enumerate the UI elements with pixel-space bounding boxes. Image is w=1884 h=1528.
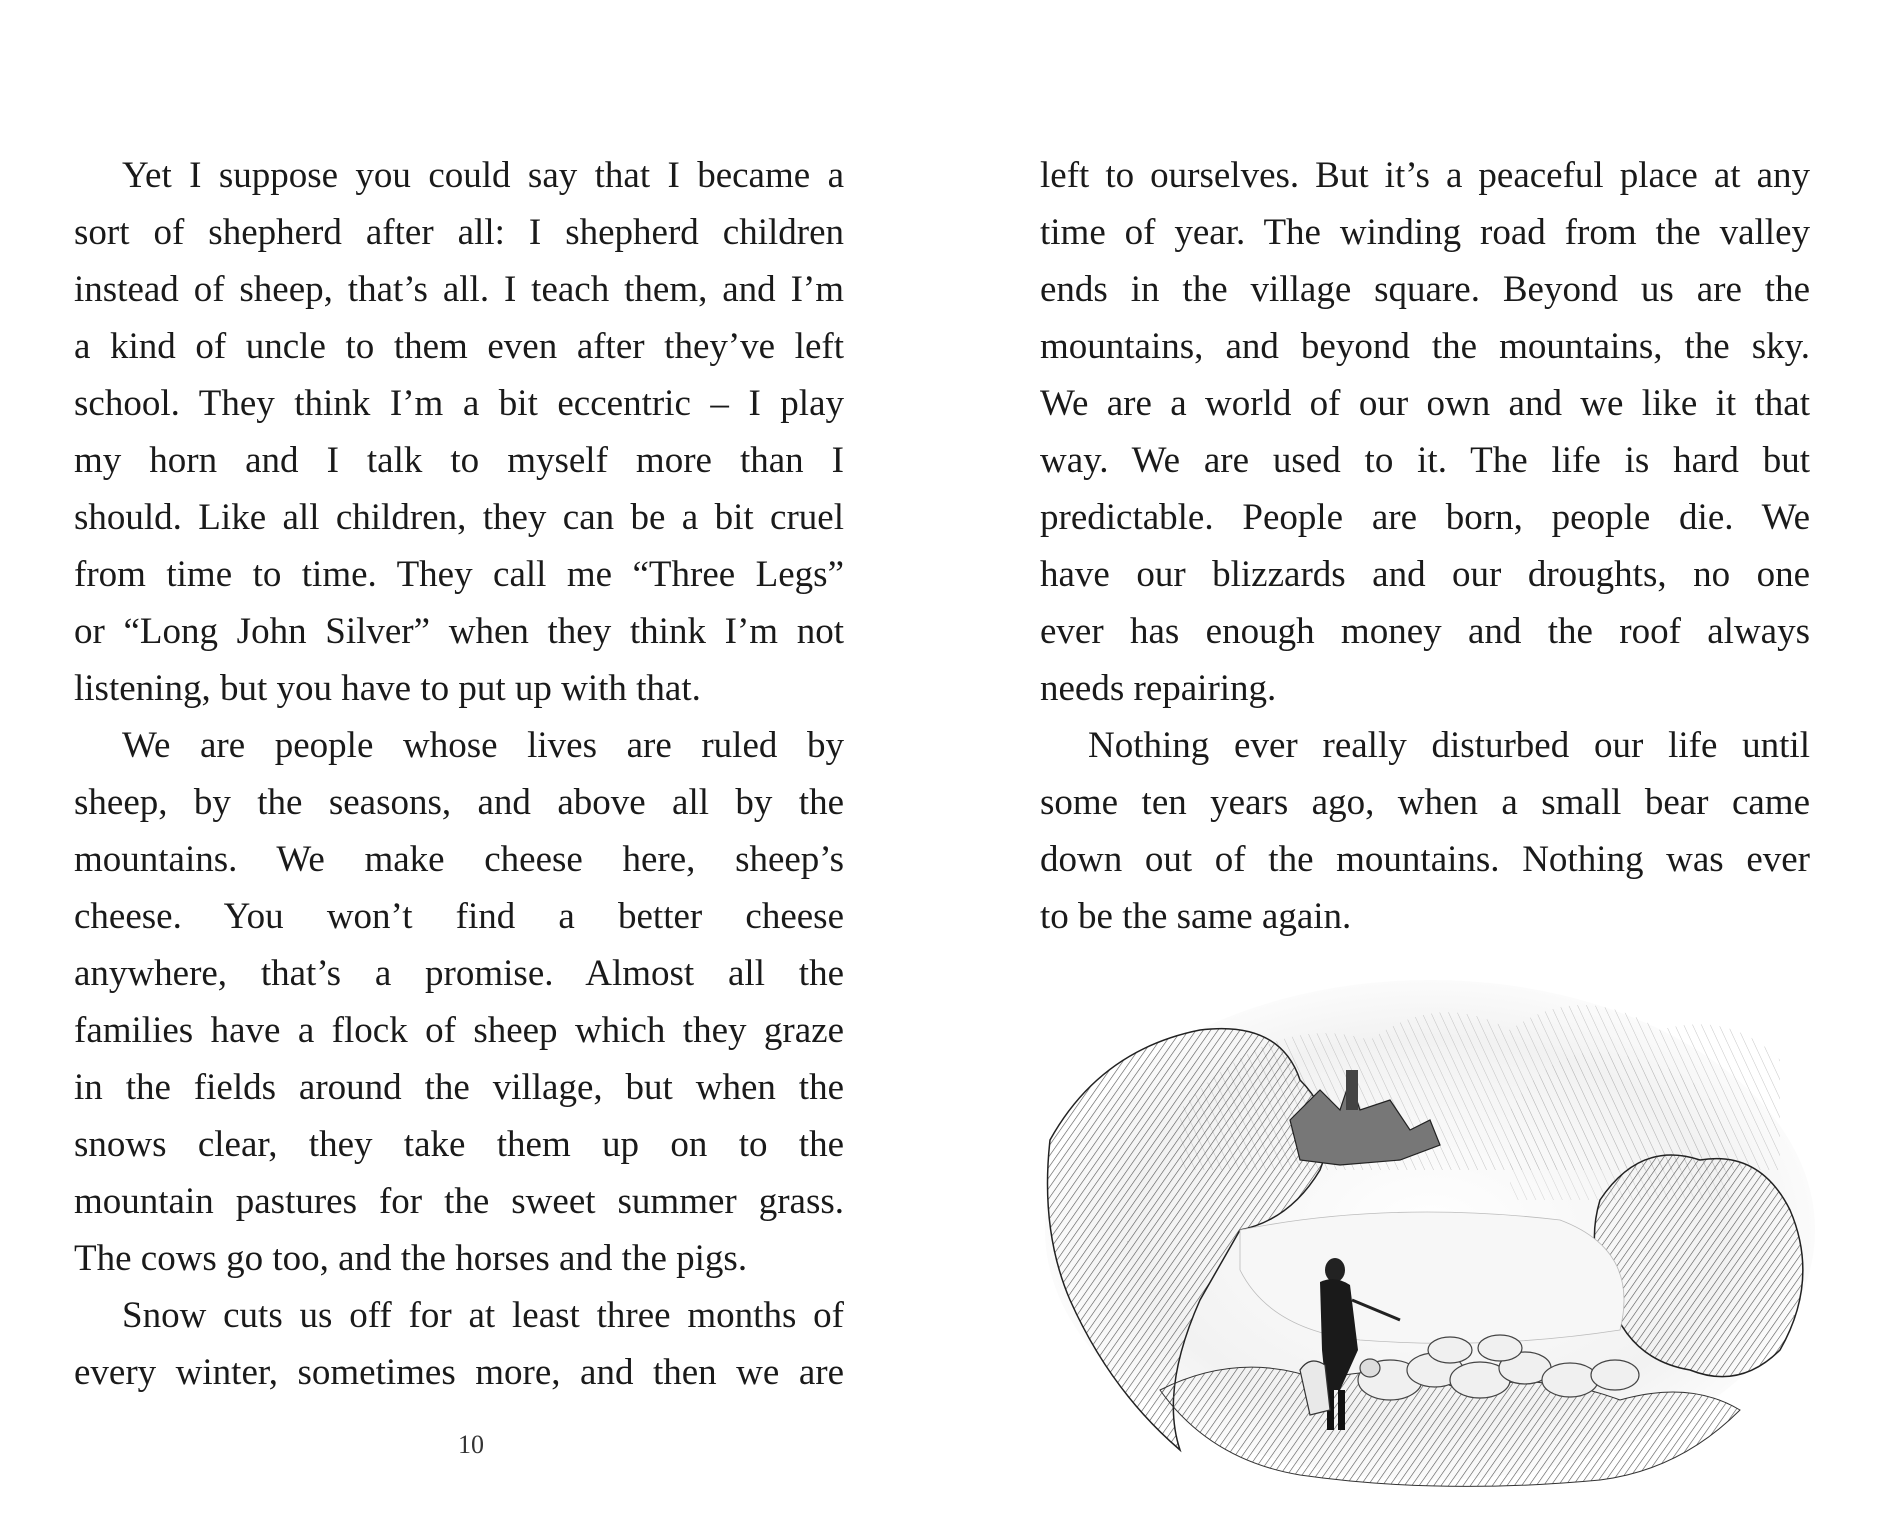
text-line: snows clear, they take them up on to the (74, 1124, 844, 1165)
church-tower (1346, 1070, 1358, 1110)
text-line: every winter, sometimes more, and then we are (74, 1352, 844, 1393)
text-line: way. We are used to it. The life is hard but (1040, 440, 1810, 481)
text-line: ends in the village square. Beyond us are the (1040, 269, 1810, 310)
text-line: school. They think I’m a bit eccentric – I play (74, 383, 844, 424)
text-line: ever has enough money and the roof always (1040, 611, 1810, 652)
page-number: 10 (458, 1430, 484, 1459)
text-line: time of year. The winding road from the valley (1040, 212, 1810, 253)
shepherd-illustration (1040, 970, 1820, 1490)
text-line: families have a flock of sheep which they graze (74, 1010, 844, 1051)
text-line: sort of shepherd after all: I shepherd children (74, 212, 844, 253)
text-line: anywhere, that’s a promise. Almost all the (74, 953, 844, 994)
text-line: mountains, and beyond the mountains, the sky. (1040, 326, 1810, 367)
text-line: my horn and I talk to myself more than I (74, 440, 844, 481)
text-line: mountains. We make cheese here, sheep’s (74, 839, 844, 880)
text-line: sheep, by the seasons, and above all by the (74, 782, 844, 823)
text-line: down out of the mountains. Nothing was ever (1040, 839, 1810, 880)
text-line: We are people whose lives are ruled by (122, 725, 844, 766)
right-page-text (1040, 147, 1810, 945)
text-line: Yet I suppose you could say that I became a (122, 155, 844, 196)
text-line: have our blizzards and our droughts, no one (1040, 554, 1810, 595)
text-line: in the fields around the village, but when the (74, 1067, 844, 1108)
text-line: Snow cuts us off for at least three months of (122, 1295, 844, 1336)
text-line: Nothing ever really disturbed our life until (1088, 725, 1810, 766)
right-page (942, 0, 1884, 1528)
text-line: The cows go too, and the horses and the pigs. (74, 1238, 748, 1279)
text-line: We are a world of our own and we like it that (1040, 383, 1810, 424)
text-line: from time to time. They call me “Three Legs” (74, 554, 844, 595)
text-line: to be the same again. (1040, 896, 1352, 937)
text-line: cheese. You won’t find a better cheese (74, 896, 844, 937)
text-line: should. Like all children, they can be a bit cruel (74, 497, 844, 538)
text-line: listening, but you have to put up with that. (74, 668, 701, 709)
text-line: a kind of uncle to them even after they’ve left (74, 326, 844, 367)
meadow (1240, 1212, 1624, 1343)
text-line: or “Long John Silver” when they think I’m not (74, 611, 844, 652)
text-line: left to ourselves. But it’s a peaceful place at any (1040, 155, 1810, 196)
left-page-text (74, 147, 844, 1401)
text-line: needs repairing. (1040, 668, 1277, 709)
text-line: mountain pastures for the sweet summer grass. (74, 1181, 844, 1222)
text-line: predictable. People are born, people die. We (1040, 497, 1810, 538)
text-line: some ten years ago, when a small bear came (1040, 782, 1810, 823)
text-line: instead of sheep, that’s all. I teach them, and I’m (74, 269, 844, 310)
